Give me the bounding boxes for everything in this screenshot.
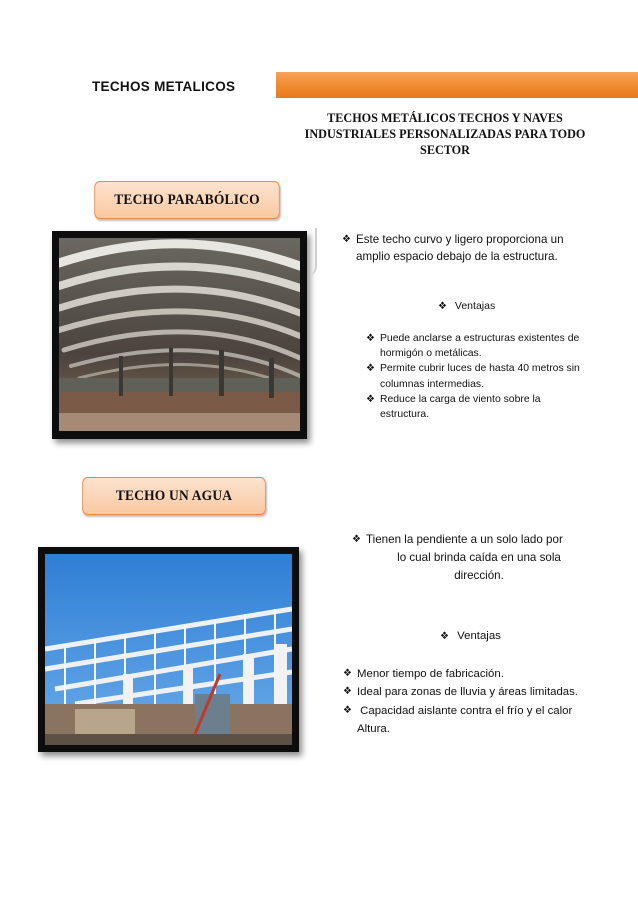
list-item-text: Permite cubrir luces de hasta 40 metros sin columnas intermedias. (380, 363, 580, 390)
ventajas-heading (440, 630, 501, 642)
diamond-bullet-icon: ❖ (366, 393, 375, 405)
parabolic-roof-image (59, 238, 300, 431)
ventajas-heading (438, 300, 495, 312)
section-label-techo-un-agua (82, 477, 266, 515)
diamond-bullet-icon: ❖ (342, 234, 351, 245)
single-slope-roof-image (45, 554, 292, 745)
diamond-bullet-icon: ❖ (440, 631, 449, 642)
diamond-bullet-icon: ❖ (438, 301, 447, 312)
diamond-bullet-icon: ❖ (343, 686, 352, 698)
list-item (343, 683, 613, 701)
decorative-corner (305, 228, 317, 276)
diamond-bullet-icon: ❖ (343, 668, 352, 679)
document-title: TECHOS METALICOS (92, 79, 236, 94)
description-text: Este techo curvo y ligero proporciona un amplio espacio debajo de la estructura. (356, 233, 564, 263)
list-item (352, 531, 592, 585)
subtitle-line: TECHOS METÁLICOS TECHOS Y NAVES (327, 111, 563, 125)
section-label-text: TECHO PARABÓLICO (114, 191, 260, 208)
list-item (366, 392, 606, 422)
ventajas-label: Ventajas (454, 300, 496, 312)
subtitle-line: INDUSTRIALES PERSONALIZADAS PARA TODO (304, 127, 586, 141)
header-accent-bar (276, 72, 638, 98)
list-item-text: Capacidad aislante contra el frío y el calor Altura. (357, 704, 573, 736)
section-label-techo-parabolico (94, 181, 279, 219)
list-item (342, 231, 592, 265)
description-techo-parabolico (342, 231, 592, 265)
list-item (343, 702, 613, 739)
description-text: Tienen la pendiente a un solo lado por lo cual brinda caída en una sola dirección. (366, 533, 563, 582)
photo-techo-parabolico (52, 231, 307, 439)
list-item-text: Puede anclarse a estructuras existentes de hormigón o metálicas. (380, 333, 580, 360)
list-item (366, 331, 606, 361)
diamond-bullet-icon: ❖ (366, 333, 375, 344)
diamond-bullet-icon: ❖ (352, 534, 361, 545)
description-techo-un-agua (352, 531, 592, 585)
diamond-bullet-icon: ❖ (343, 704, 352, 716)
ventajas-label: Ventajas (457, 630, 501, 642)
diamond-bullet-icon: ❖ (366, 363, 375, 375)
list-item-text: Ideal para zonas de lluvia y áreas limitadas. (357, 686, 578, 699)
photo-techo-un-agua (38, 547, 299, 752)
list-item-text: Reduce la carga de viento sobre la estructura. (380, 393, 541, 421)
document-subtitle (280, 110, 610, 158)
list-item (343, 665, 613, 683)
ventajas-list-parabolico (366, 331, 606, 422)
section-label-text: TECHO UN AGUA (115, 487, 233, 504)
subtitle-line: SECTOR (420, 143, 470, 157)
ventajas-list-un-agua (343, 665, 613, 739)
list-item-text: Menor tiempo de fabricación. (357, 668, 504, 680)
list-item (366, 361, 606, 391)
